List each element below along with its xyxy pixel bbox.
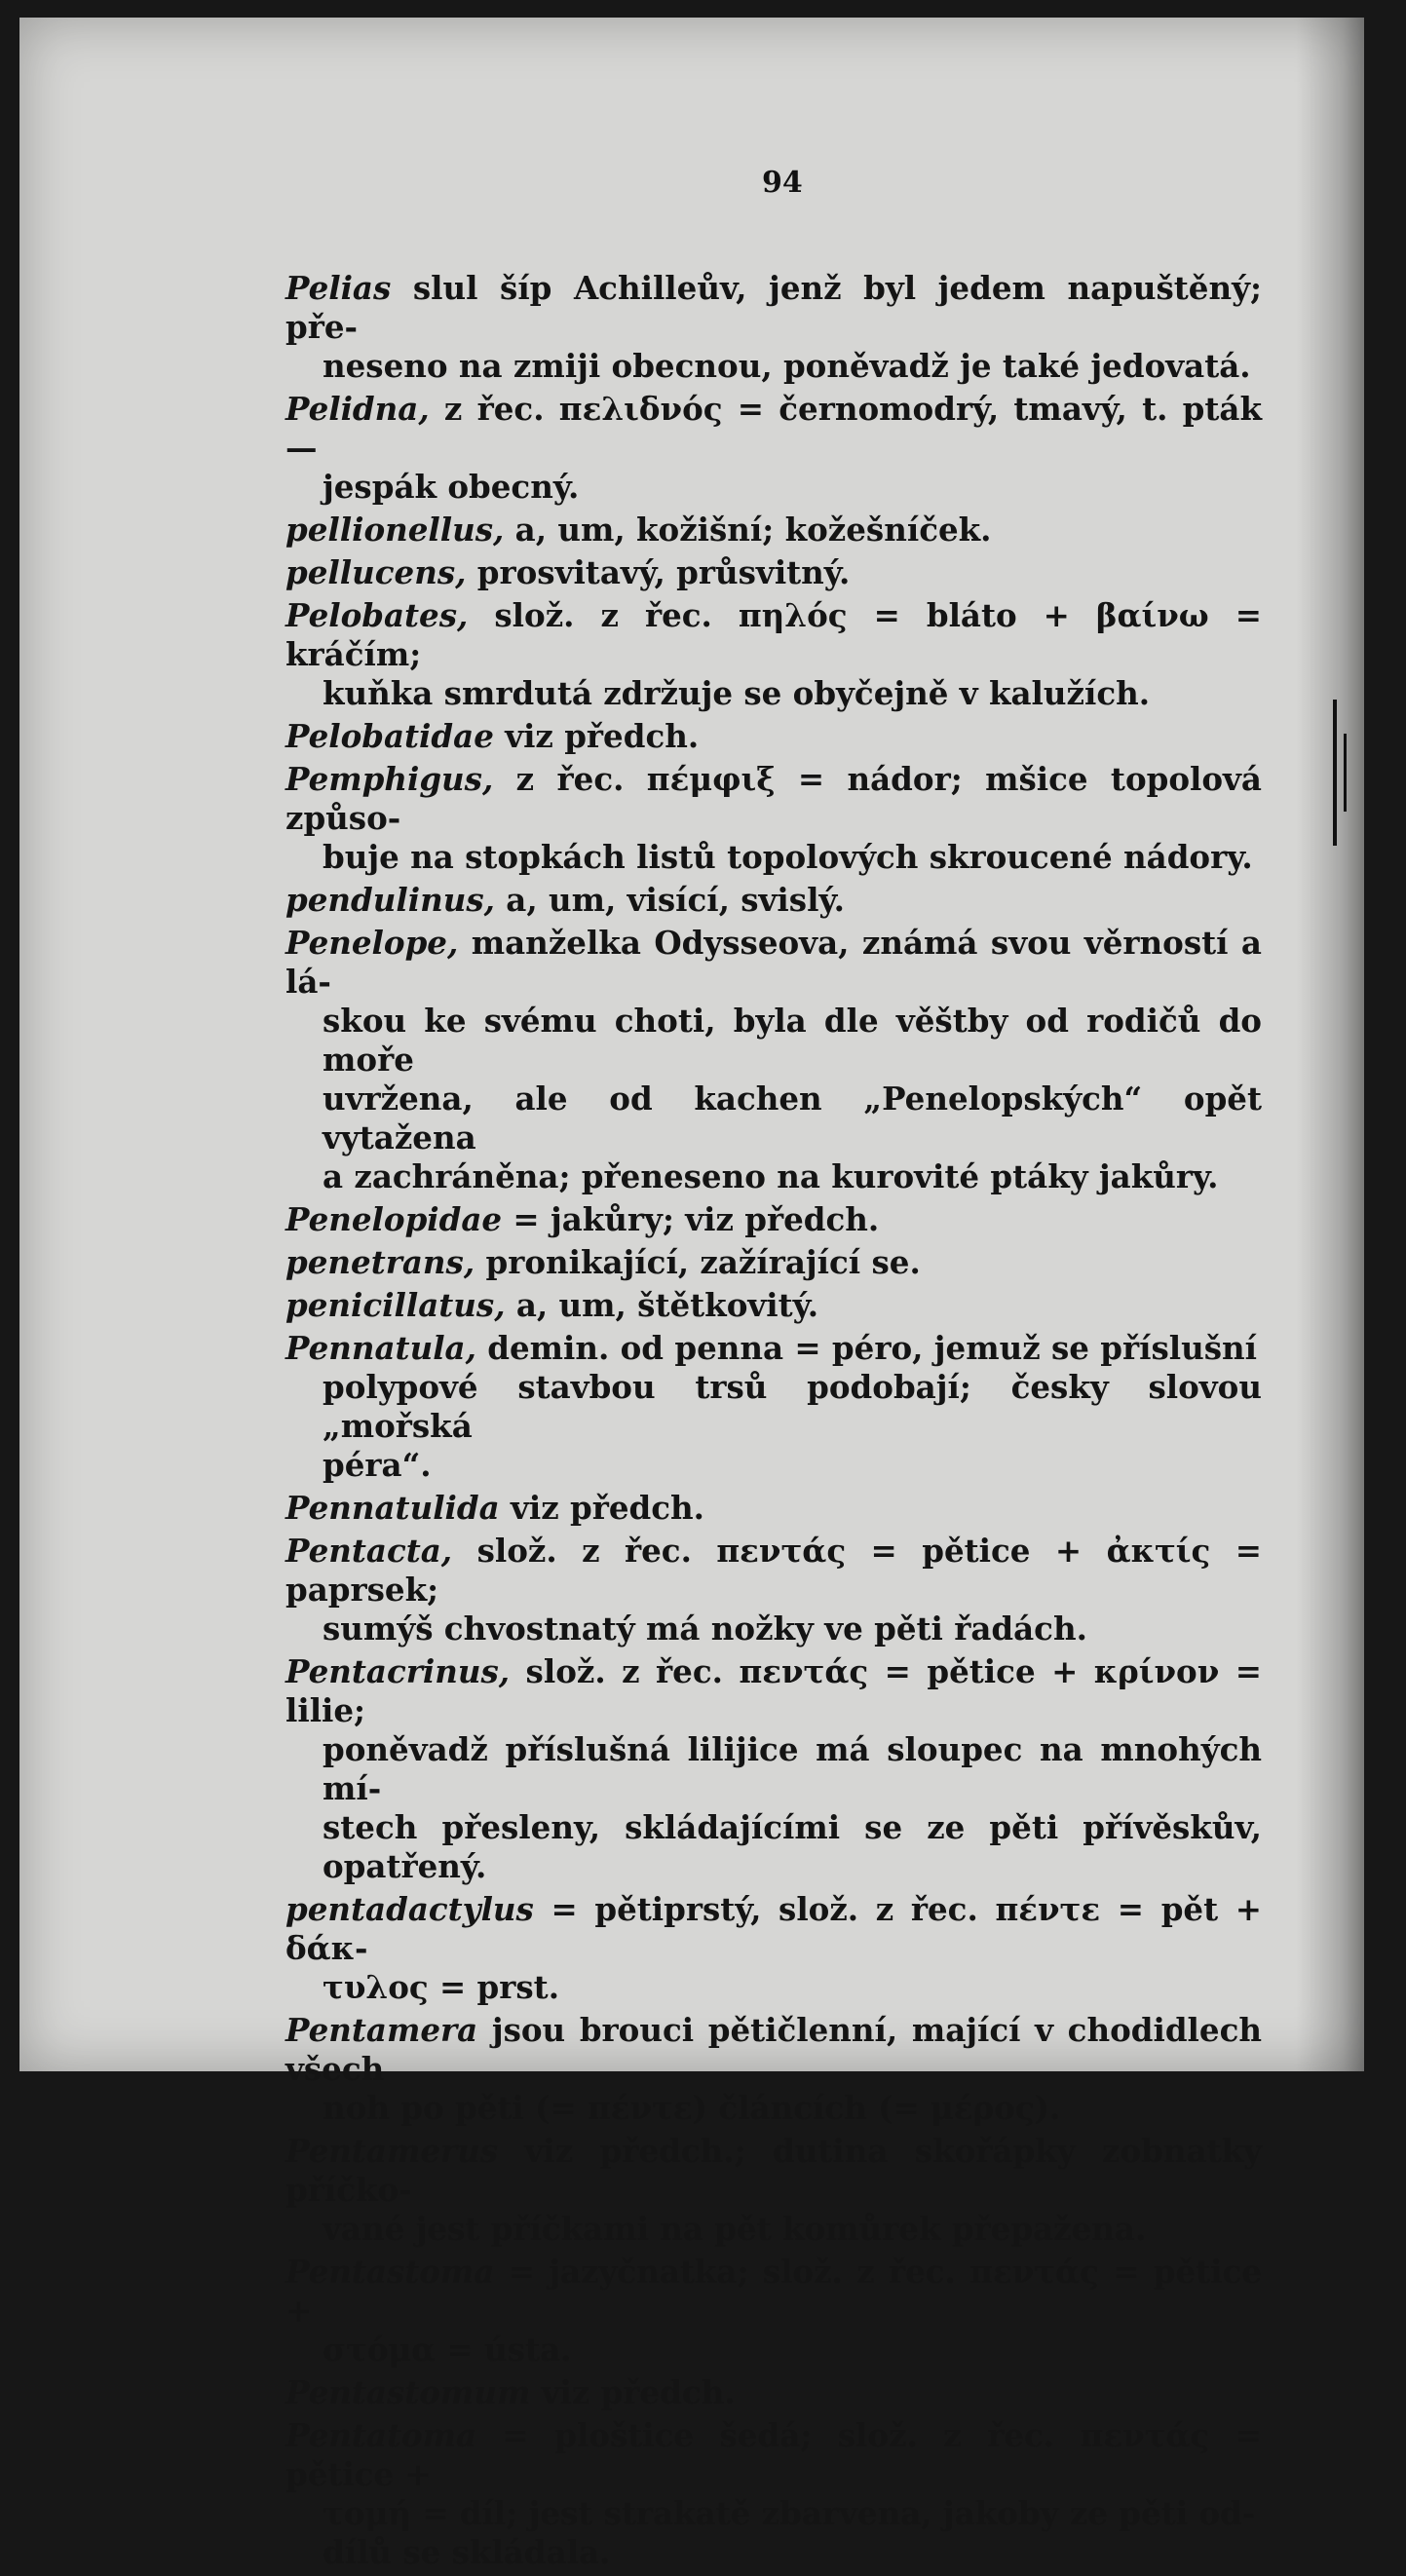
entry-continuation-line <box>285 2494 1262 2533</box>
entry-term: Pelidna, <box>285 390 430 428</box>
dictionary-entry <box>285 1652 1262 1886</box>
entry-text: = ploštice šedá; slož. z řec. πεντάς = pětice + <box>285 2416 1262 2493</box>
entry-text: a, um, kožišní; kožešníček. <box>504 511 992 549</box>
entry-text: a, um, visící, svislý. <box>494 881 845 919</box>
dictionary-entry <box>285 1243 1262 1282</box>
dictionary-entry <box>285 1329 1262 1485</box>
entry-first-line <box>285 717 1262 756</box>
entry-continuation-line <box>285 2533 1262 2572</box>
entry-text: τομή = díl; jest strakatě zbarvena, jakoby ze pěti od- <box>323 2494 1256 2532</box>
entry-text: τυλος = prst. <box>323 1968 560 2006</box>
entry-text: στόμα = ústa. <box>323 2330 572 2368</box>
entry-term: pellucens, <box>285 553 467 591</box>
entry-first-line <box>285 1652 1262 1730</box>
entry-continuation-line <box>285 1368 1262 1446</box>
entry-continuation-line <box>285 674 1262 713</box>
book-page <box>19 18 1364 2571</box>
entry-text: = jakůry; viz předch. <box>502 1200 880 1238</box>
entry-text: vané jest příčkami na pět komůrek přepažena. <box>323 2210 1147 2248</box>
entry-text: péra“. <box>323 1446 432 1484</box>
entry-text: slož. z řec. πηλός = bláto + βαίνω = kráčím; <box>285 596 1262 673</box>
entry-text: poněvadž příslušná lilijice má sloupec na mnohých mí- <box>323 1730 1262 1807</box>
entry-term: Pelias <box>285 269 392 307</box>
entry-term: Pemphigus, <box>285 760 494 798</box>
entry-text: slul šíp Achilleův, jenž byl jedem napuštěný; pře- <box>285 269 1262 346</box>
dictionary-entry <box>285 2416 1262 2572</box>
dictionary-entry <box>285 553 1262 592</box>
entry-text: manželka Odysseova, známá svou věrností a lá- <box>285 924 1262 1001</box>
entry-first-line <box>285 2253 1262 2330</box>
entry-continuation-line <box>285 2210 1262 2249</box>
entry-text: polypové stavbou trsů podobají; česky slovou „mořská <box>323 1368 1262 1445</box>
dictionary-entry <box>285 2373 1262 2412</box>
entry-continuation-line <box>285 347 1262 386</box>
entry-first-line <box>285 1243 1262 1282</box>
dictionary-entry <box>285 717 1262 756</box>
entry-term: Pentacrinus, <box>285 1652 511 1690</box>
dictionary-entries <box>285 269 1262 2576</box>
entry-term: Pentacta, <box>285 1532 453 1570</box>
dictionary-entry <box>285 596 1262 713</box>
entry-continuation-line <box>285 1157 1262 1196</box>
entry-first-line <box>285 1890 1262 1968</box>
entry-text: dílů se skládala. <box>323 2533 611 2571</box>
entry-continuation-line <box>285 838 1262 877</box>
dictionary-entry <box>285 1532 1262 1648</box>
entry-text: jsou brouci pětičlenní, mající v chodidlech všech <box>285 2011 1262 2088</box>
entry-continuation-line <box>285 468 1262 507</box>
entry-term: Pentastoma <box>285 2253 495 2291</box>
entry-text: demin. od penna = péro, jemuž se příslušní <box>475 1329 1258 1367</box>
entry-term: Penelope, <box>285 924 459 962</box>
dictionary-entry <box>285 1286 1262 1325</box>
entry-text: = pětiprstý, slož. z řec. πέντε = pět + δάκ- <box>285 1890 1262 1967</box>
entry-continuation-line <box>285 2089 1262 2128</box>
entry-continuation-line <box>285 1080 1262 1157</box>
entry-text: = jazyčnatka; slož. z řec. πεντάς = pětice + <box>285 2253 1262 2330</box>
entry-text: viz předch. <box>530 2373 736 2411</box>
entry-text: jespák obecný. <box>323 468 580 506</box>
entry-text: sumýš chvostnatý má nožky ve pěti řadách. <box>323 1610 1087 1648</box>
entry-text: buje na stopkách listů topolových skroucené nádory. <box>323 838 1253 876</box>
dictionary-entry <box>285 881 1262 920</box>
entry-term: Pentamerus <box>285 2132 499 2170</box>
entry-first-line <box>285 1200 1262 1239</box>
dictionary-entry <box>285 1890 1262 2007</box>
entry-first-line <box>285 1286 1262 1325</box>
dictionary-entry <box>285 2253 1262 2369</box>
entry-continuation-line <box>285 1808 1262 1886</box>
entry-term: Pelobates, <box>285 596 469 634</box>
entry-text: prosvitavý, průsvitný. <box>466 553 851 591</box>
entry-continuation-line <box>285 1002 1262 1080</box>
entry-text: uvržena, ale od kachen „Penelopských“ opět vytažena <box>323 1080 1262 1156</box>
entry-text: a, um, štětkovitý. <box>505 1286 819 1324</box>
entry-first-line <box>285 881 1262 920</box>
entry-text: viz předch. <box>493 717 700 755</box>
entry-continuation-line <box>285 1446 1262 1485</box>
page-spine-shadow <box>1296 18 1364 2071</box>
dictionary-entry <box>285 924 1262 1196</box>
entry-first-line <box>285 2373 1262 2412</box>
entry-first-line <box>285 553 1262 592</box>
entry-first-line <box>285 2011 1262 2089</box>
entry-text: a zachráněna; přeneseno na kurovité ptáky jakůry. <box>323 1157 1219 1195</box>
entry-text: pronikající, zažírající se. <box>475 1243 921 1281</box>
entry-term: penicillatus, <box>285 1286 506 1324</box>
entry-text: slož. z řec. πεντάς = pětice + κρίνον = lilie; <box>285 1652 1262 1729</box>
entry-first-line <box>285 2132 1262 2210</box>
entry-text: z řec. πελιδνός = černomodrý, tmavý, t. pták — <box>285 390 1262 467</box>
entry-text: kuňka smrdutá zdržuje se obyčejně v kalužích. <box>323 674 1151 712</box>
entry-first-line <box>285 1489 1262 1528</box>
entry-term: Pelobatidae <box>285 717 494 755</box>
dictionary-entry <box>285 1200 1262 1239</box>
entry-first-line <box>285 596 1262 674</box>
dictionary-entry <box>285 1489 1262 1528</box>
dictionary-entry <box>285 269 1262 386</box>
entry-term: pentadactylus <box>285 1890 534 1928</box>
dictionary-entry <box>285 390 1262 507</box>
entry-continuation-line <box>285 1968 1262 2007</box>
entry-first-line <box>285 924 1262 1002</box>
entry-term: Pennatula, <box>285 1329 476 1367</box>
entry-first-line <box>285 760 1262 838</box>
margin-mark <box>1344 734 1347 812</box>
margin-mark <box>1333 700 1337 846</box>
entry-term: Pennatulida <box>285 1489 500 1527</box>
entry-continuation-line <box>285 1610 1262 1648</box>
entry-continuation-line <box>285 1730 1262 1808</box>
entry-term: pellionellus, <box>285 511 505 549</box>
entry-text: skou ke svému choti, byla dle věštby od rodičů do moře <box>323 1002 1262 1079</box>
entry-text: neseno na zmiji obecnou, poněvadž je také jedovatá. <box>323 347 1251 385</box>
entry-text: z řec. πέμφιξ = nádor; mšice topolová způso- <box>285 760 1262 837</box>
entry-term: Pentastomum <box>285 2373 531 2411</box>
dictionary-entry <box>285 2011 1262 2128</box>
entry-first-line <box>285 390 1262 468</box>
entry-term: pendulinus, <box>285 881 495 919</box>
entry-term: Pentatoma <box>285 2416 477 2454</box>
dictionary-entry <box>285 760 1262 877</box>
entry-first-line <box>285 1532 1262 1610</box>
dictionary-entry <box>285 2132 1262 2249</box>
entry-text: noh po pěti (= πέντε) článcích (= μέρος). <box>323 2089 1061 2127</box>
entry-term: Penelopidae <box>285 1200 503 1238</box>
page-number: 94 <box>762 166 803 200</box>
entry-first-line <box>285 1329 1262 1368</box>
entry-first-line <box>285 511 1262 549</box>
entry-term: penetrans, <box>285 1243 475 1281</box>
entry-first-line <box>285 269 1262 347</box>
entry-continuation-line <box>285 2330 1262 2369</box>
entry-text: stech přesleny, skládajícími se ze pěti přívěskův, opatřený. <box>323 1808 1262 1885</box>
entry-text: viz předch. <box>499 1489 704 1527</box>
entry-text: viz předch.; dutina skořápky zobnatky příčko- <box>285 2132 1262 2209</box>
entry-text: slož. z řec. πεντάς = pětice + ἀκτίς = paprsek; <box>285 1532 1262 1609</box>
entry-term: Pentamera <box>285 2011 478 2049</box>
entry-first-line <box>285 2416 1262 2494</box>
dictionary-entry <box>285 511 1262 549</box>
